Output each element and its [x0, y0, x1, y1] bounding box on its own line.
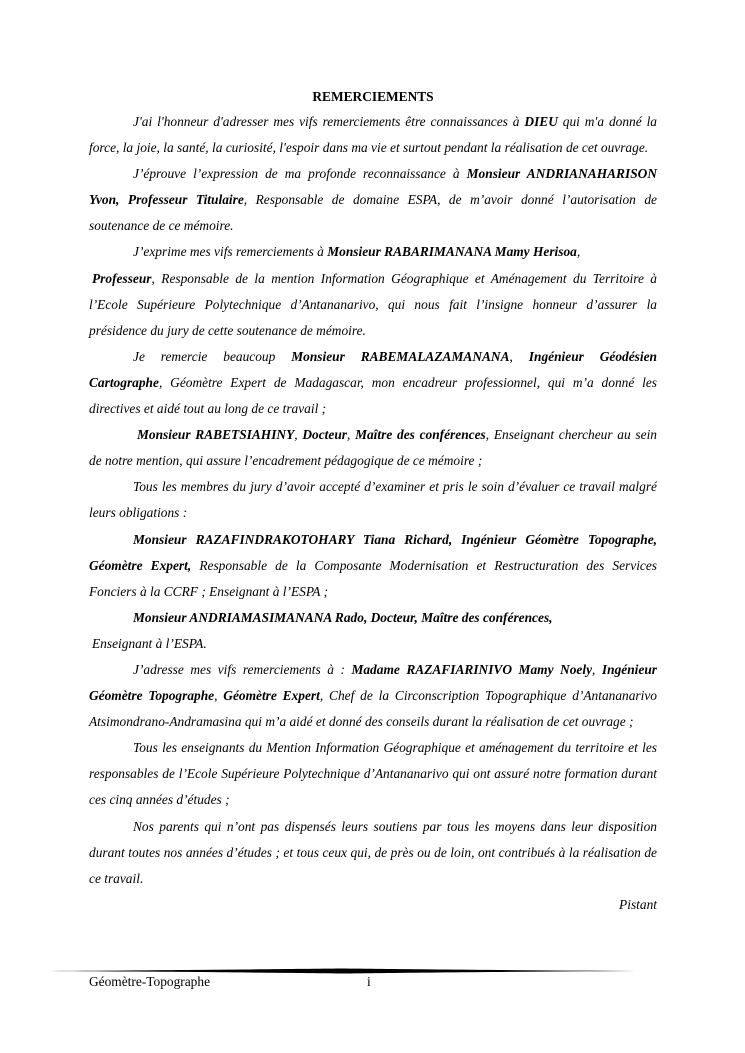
- bold-text: Monsieur RABEMALAZAMANANA: [291, 348, 510, 364]
- bold-text: Ingénieur Géodésien Cartographe: [89, 348, 658, 390]
- text: Responsable de la Composante Modernisation et Restructuration des Services Fonciers à la CCRF ; Enseignant à l’ESPA ;: [89, 557, 658, 599]
- bold-text: Géomètre Expert: [223, 688, 320, 704]
- paragraph-8: [89, 527, 657, 605]
- paragraph-10: Enseignant à l’ESPA.: [92, 635, 207, 651]
- bold-text: Monsieur ANDRIAMASIMANANA Rado, Docteur, Maître des conférences,: [133, 609, 553, 625]
- text: ,: [592, 661, 602, 677]
- text: , Chef de la Circonscription Topographique d’Antananarivo Atsimondrano-Andramasina qui m’a aidé et donné des conseils durant la réalisation de cet ouvrage ;: [89, 688, 657, 730]
- page-footer: [89, 974, 657, 992]
- acknowledgements-body: [89, 109, 657, 918]
- text: ,: [576, 244, 581, 260]
- text: ,: [214, 688, 224, 704]
- bold-text: DIEU: [524, 114, 558, 129]
- page-number: i: [367, 974, 371, 989]
- paragraph-11: [89, 657, 657, 735]
- text: qui m'a donné la force, la joie, la santé, la curiosité, l'espoir dans ma vie et surtout pendant la réalisation de cet ouvrage.: [89, 114, 657, 156]
- paragraph-7: Tous les membres du jury d’avoir accepté d’examiner et pris le soin d’évaluer ce travail malgré leurs obligations :: [89, 479, 657, 521]
- text: , Responsable de la mention Information Géographique et Aménagement du Territoire à l’Ecole Supérieure Polytechnique d’Antananarivo, qui nous fait l’insigne honneur d’assurer la présidence du jury de cette soutenance de mémoire.: [89, 270, 657, 338]
- paragraph-6: [89, 422, 657, 474]
- bold-text: Monsieur RABARIMANANA Mamy Herisoa: [327, 244, 577, 260]
- text: J’exprime mes vifs remerciements à: [133, 244, 328, 260]
- paragraph-2: [89, 161, 657, 239]
- paragraph-1: [89, 109, 657, 161]
- page-title: REMERCIEMENTS: [312, 89, 434, 104]
- text: J’éprouve l’expression de ma profonde reconnaissance à: [133, 166, 467, 182]
- text: Je remercie beaucoup: [133, 348, 292, 364]
- text: , Géomètre Expert de Madagascar, mon encadreur professionnel, qui m’a donné les directives et aidé tout au long de ce travail ;: [89, 374, 657, 417]
- signature: Pistant: [619, 896, 657, 912]
- text: , Enseignant chercheur au sein de notre mention, qui assure l’encadrement pédagogique de ce mémoire ;: [89, 427, 657, 469]
- bold-text: Professeur: [92, 270, 152, 286]
- text: ,: [347, 427, 356, 443]
- bold-text: Monsieur RABETSIAHINY: [137, 427, 295, 443]
- text: ,: [294, 427, 303, 443]
- footer-label: Géomètre-Topographe: [89, 974, 211, 989]
- paragraph-4: [89, 266, 657, 344]
- paragraph-12: Tous les enseignants du Mention Information Géographique et aménagement du territoire et les responsables de l’Ecole Supérieure Polytechnique d’Antananarivo qui ont assuré notre formation durant ces cinq années d’études ;: [89, 740, 657, 808]
- text: J’adresse mes vifs remerciements à :: [133, 661, 352, 677]
- bold-text: Maître des conférences: [355, 427, 486, 443]
- paragraph-5: [89, 344, 657, 422]
- bold-text: Monsieur ANDRIANAHARISON Yvon, Professeur Titulaire: [89, 166, 657, 208]
- paragraph-13: Nos parents qui n’ont pas dispensés leurs soutiens par tous les moyens dans leur disposition durant toutes nos années d’études ; et tous ceux qui, de près ou de loin, ont contribués à la réalisation de ce travail.: [89, 818, 657, 886]
- paragraph-3: [89, 239, 657, 265]
- bold-text: Monsieur RAZAFINDRAKOTOHARY Tiana Richard, Ingénieur Géomètre Topographe, Géomètre Expert,: [89, 531, 657, 573]
- text: ,: [509, 348, 529, 364]
- bold-text: Madame RAZAFIARINIVO Mamy Noely: [351, 661, 593, 677]
- bold-text: Ingénieur Géomètre Topographe: [89, 661, 657, 704]
- text: J'ai l'honneur d'adresser mes vifs remerciements être connaissances à: [133, 114, 525, 129]
- text: , Responsable de domaine ESPA, de m’avoir donné l’autorisation de soutenance de ce mémoire.: [89, 192, 657, 234]
- bold-text: Docteur: [302, 427, 347, 443]
- paragraph-9: [89, 605, 657, 631]
